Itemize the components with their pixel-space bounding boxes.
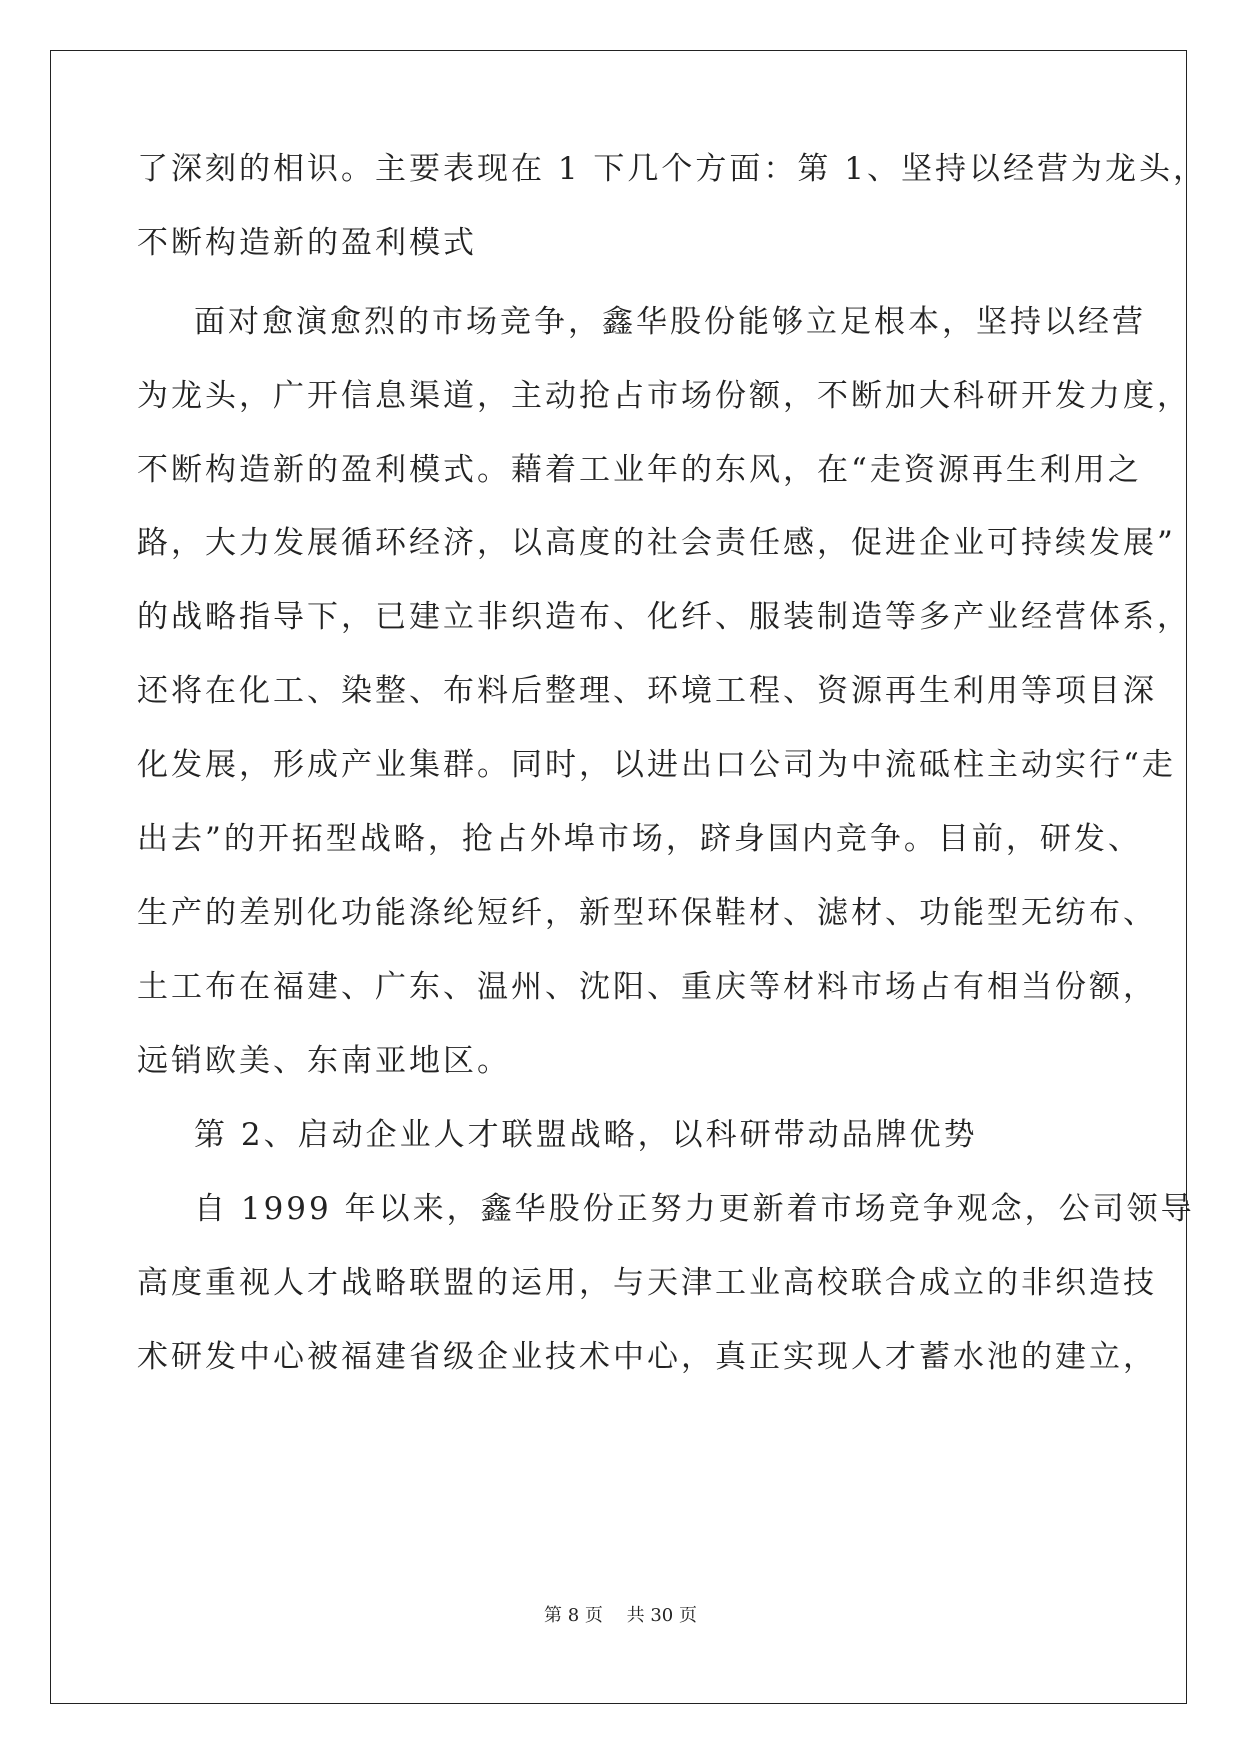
body-line: 了深刻的相识。主要表现在 1 下几个方面：第 1、坚持以经营为龙头， xyxy=(137,151,1208,187)
body-line: 远销欧美、东南亚地区。 xyxy=(137,1043,511,1079)
body-line: 不断构造新的盈利模式 xyxy=(137,225,477,261)
paragraph-start-line: 自 1999 年以来，鑫华股份正努力更新着市场竞争观念，公司领导 xyxy=(194,1191,1195,1227)
body-line: 路，大力发展循环经济，以高度的社会责任感，促进企业可持续发展” xyxy=(137,525,1176,561)
body-line: 生产的差别化功能涤纶短纤，新型环保鞋材、滤材、功能型无纺布、 xyxy=(137,895,1157,931)
body-line: 高度重视人才战略联盟的运用，与天津工业高校联合成立的非织造技 xyxy=(137,1265,1157,1301)
body-line: 的战略指导下，已建立非织造布、化纤、服装制造等多产业经营体系， xyxy=(137,599,1191,635)
body-line: 土工布在福建、广东、温州、沈阳、重庆等材料市场占有相当份额， xyxy=(137,969,1157,1005)
page-border xyxy=(50,50,1187,1704)
paragraph-start-line: 面对愈演愈烈的市场竞争，鑫华股份能够立足根本，坚持以经营 xyxy=(194,304,1146,340)
body-line: 化发展，形成产业集群。同时，以进出口公司为中流砥柱主动实行“走 xyxy=(137,747,1176,783)
body-line: 出去”的开拓型战略，抢占外埠市场，跻身国内竞争。目前，研发、 xyxy=(137,821,1142,857)
body-line: 术研发中心被福建省级企业技术中心，真正实现人才蓄水池的建立， xyxy=(137,1339,1157,1375)
body-line: 还将在化工、染整、布料后整理、环境工程、资源再生利用等项目深 xyxy=(137,673,1157,709)
page-number-footer: 第 8 页 共 30 页 xyxy=(544,1605,697,1626)
body-line: 不断构造新的盈利模式。藉着工业年的东风，在“走资源再生利用之 xyxy=(137,452,1142,488)
body-line: 为龙头，广开信息渠道，主动抢占市场份额，不断加大科研开发力度， xyxy=(137,378,1191,414)
section-heading-line: 第 2、启动企业人才联盟战略，以科研带动品牌优势 xyxy=(194,1117,978,1153)
